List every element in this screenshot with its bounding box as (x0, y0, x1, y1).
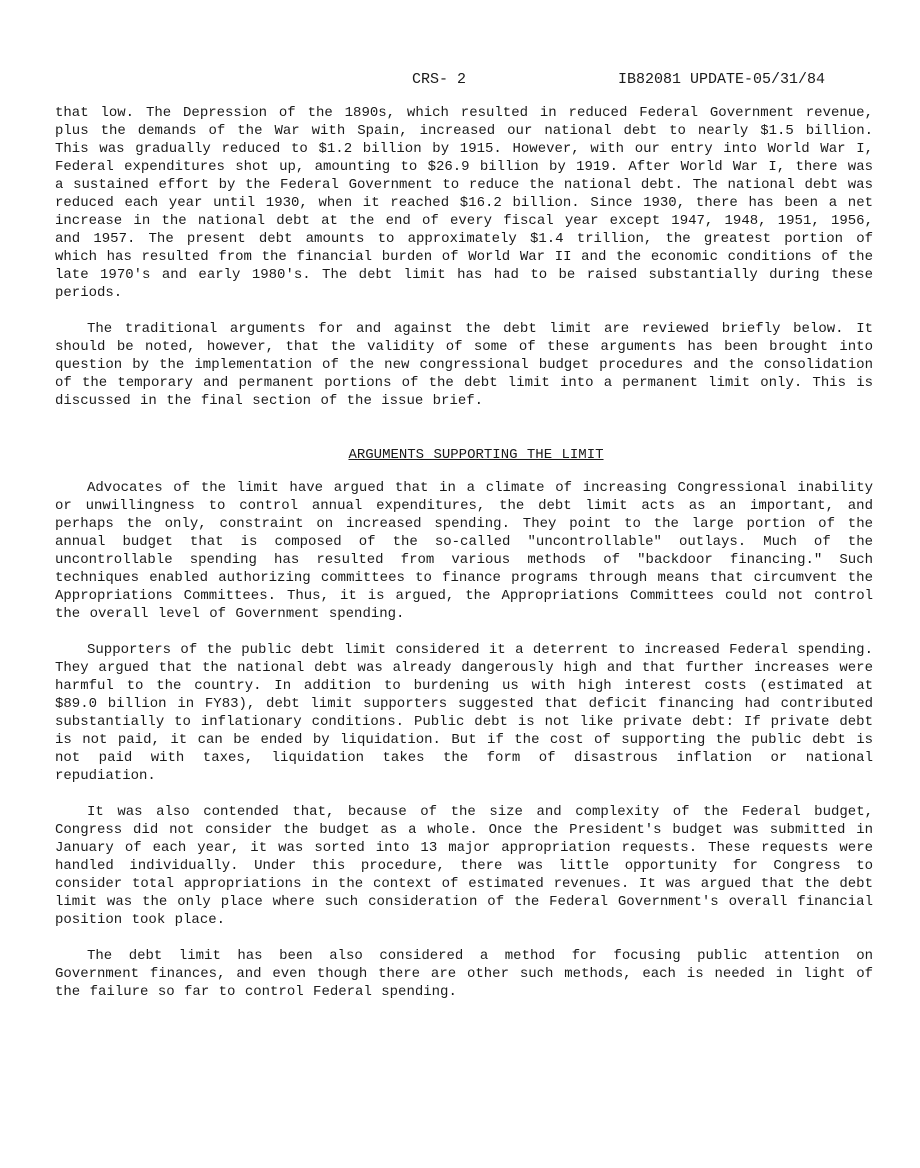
page-label: CRS- 2 (412, 71, 467, 88)
page-header (0, 70, 920, 90)
document-id: IB82081 UPDATE-05/31/84 (618, 71, 826, 88)
paragraph-6: The debt limit has been also considered a method for focusing public attention on Government finances, and even though there are other such methods, each is needed in light of the failure so far to control Federal spending. (55, 948, 873, 1000)
paragraph-3: Advocates of the limit have argued that in a climate of increasing Congressional inability or unwillingness to control annual expenditures, the debt limit acts as an important, and perhaps the only, constraint on increased spending. They point to the large portion of the annual budget that is composed of the so-called "uncontrollable" outlays. Much of the uncontrollable spending has resulted from various methods of "backdoor financing." Such techniques enabled authorizing committees to finance programs through means that circumvent the Appropriations Committees. Thus, it is argued, the Appropriations Committees could not control the overall level of Government spending. (55, 480, 873, 622)
paragraph-4: Supporters of the public debt limit considered it a deterrent to increased Federal spending. They argued that the national debt was already dangerously high and that further increases were harmful to the country. In addition to burdening us with high interest costs (estimated at $89.0 billion in FY83), debt limit supporters suggested that deficit financing had contributed substantially to inflationary conditions. Public debt is not like private debt: If private debt is not paid, it can be ended by liquidation. But if the cost of supporting the public debt is not paid with taxes, liquidation takes the form of disastrous inflation or national repudiation. (55, 642, 873, 784)
paragraph-2: The traditional arguments for and against the debt limit are reviewed briefly below. It should be noted, however, that the validity of some of these arguments has been brought into question by the implementation of the new congressional budget procedures and the consolidation of the temporary and permanent portions of the debt limit into a permanent limit only. This is discussed in the final section of the issue brief. (55, 321, 873, 409)
paragraph-5: It was also contended that, because of the size and complexity of the Federal budget, Congress did not consider the budget as a whole. Once the President's budget was submitted in January of each year, it was sorted into 13 major appropriation requests. These requests were handled individually. Under this procedure, there was little opportunity for Congress to consider total appropriations in the context of estimated revenues. It was argued that the debt limit was the only place where such consideration of the Federal Government's overall financial position took place. (55, 804, 873, 928)
section-heading: ARGUMENTS SUPPORTING THE LIMIT (348, 447, 604, 463)
paragraph-1: that low. The Depression of the 1890s, which resulted in reduced Federal Government revenue, plus the demands of the War with Spain, increased our national debt to nearly $1.5 billion. This was gradually reduced to $1.2 billion by 1915. However, with our entry into World War I, Federal expenditures shot up, amounting to $26.9 billion by 1919. After World War I, there was a sustained effort by the Federal Government to reduce the national debt. The national debt was reduced each year until 1930, when it reached $16.2 billion. Since 1930, there has been a net increase in the national debt at the end of every fiscal year except 1947, 1948, 1951, 1956, and 1957. The present debt amounts to approximately $1.4 trillion, the greatest portion of which has resulted from the financial burden of World War II and the economic conditions of the late 1970's and early 1980's. The debt limit has had to be raised substantially during these periods. (55, 105, 873, 301)
document-body (55, 104, 873, 1001)
